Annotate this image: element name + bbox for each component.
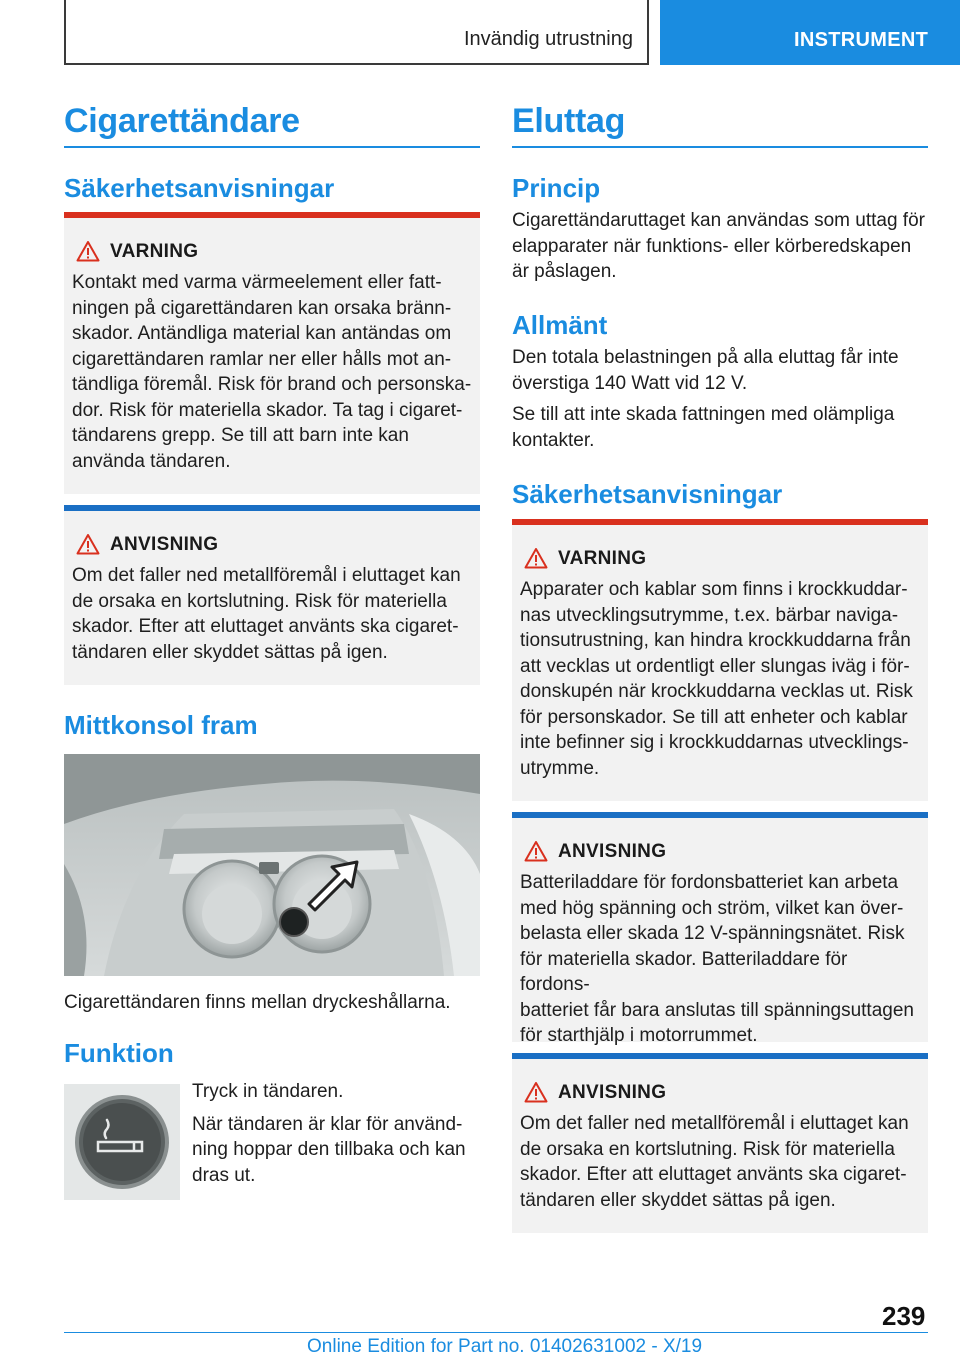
text-line: Den totala belastningen på alla eluttag får inte <box>512 347 899 368</box>
text-line: batteriet får bara anslutas till spänningsuttagen <box>520 999 914 1021</box>
warning-text <box>72 270 472 474</box>
text-line: dor. Risk för materiella skador. Ta tag i cigaret- <box>72 399 463 421</box>
text-line: skador. Efter att eluttaget använts ska cigaret- <box>520 1164 907 1185</box>
notice-box-metal <box>512 1053 928 1233</box>
text-line: tionsutrustning, kan hindra krockkuddarna från <box>520 630 911 651</box>
text-line: Se till att inte skada fattningen med olämpliga <box>512 404 895 425</box>
text-line: med hög spänning och ström, vilket kan över- <box>520 897 904 919</box>
text-line: belasta eller skada 12 V-spänningsnätet. Risk <box>520 923 905 944</box>
header-section-tab <box>64 0 649 65</box>
header-section-label: Invändig utrustning <box>463 28 633 50</box>
text-line: skador. Antändliga material kan antändas om <box>72 323 452 344</box>
center-console-illustration <box>64 754 480 976</box>
footer-edition: Online Edition for Part no. 01402631002 - X/19 <box>307 1336 703 1357</box>
warning-triangle-icon <box>524 1081 548 1103</box>
text-line: Om det faller ned metallföremål i eluttaget kan <box>72 565 461 586</box>
text-line: skador. Efter att eluttaget använts ska cigaret- <box>72 616 459 637</box>
notice-text <box>520 1111 920 1213</box>
notice-bar <box>512 1053 928 1059</box>
photo-caption: Cigarettändaren finns mellan dryckeshållarna. <box>64 992 451 1013</box>
text-line: cigarettändaren ramlar ner eller hålls mot an- <box>72 348 452 370</box>
text-line: tändaren eller skyddet sättas på igen. <box>520 1189 836 1211</box>
text-line: kontakter. <box>512 429 595 451</box>
text-line: Kontakt med varma värmeelement eller fatt- <box>72 272 442 293</box>
text-line: elapparater när funktions- eller körberedskapen <box>512 235 912 257</box>
text-line: för materiella skador. Batteriladdare för fordons- <box>520 948 848 995</box>
text-line: Batteriladdare för fordonsbatteriet kan arbeta <box>520 872 899 893</box>
notice-box <box>64 505 480 685</box>
text-line: för personskador. Se till att enheter och kablar <box>520 706 908 728</box>
notice-label: ANVISNING <box>558 1082 667 1103</box>
function-text <box>192 1079 480 1188</box>
footer-rule <box>64 1332 928 1333</box>
notice-text <box>72 563 472 665</box>
text-line: tändaren eller skyddet sättas på igen. <box>72 641 388 663</box>
text-line: Om det faller ned metallföremål i eluttaget kan <box>520 1113 909 1134</box>
text-line: använda tändaren. <box>72 450 231 472</box>
text-line: tändliga föremål. Risk för brand och personska- <box>72 374 472 395</box>
page-title-power-outlet: Eluttag <box>512 102 626 140</box>
page-title-cigarette-lighter: Cigarettändare <box>64 102 300 140</box>
warning-bar <box>64 212 480 218</box>
text-line: Tryck in tändaren. <box>192 1081 344 1102</box>
notice-bar <box>64 505 480 511</box>
warning-triangle-icon <box>524 547 548 569</box>
warning-box <box>64 212 480 494</box>
text-line: är påslagen. <box>512 261 617 282</box>
text-line: När tändaren är klar för använd- <box>192 1113 463 1135</box>
text-line: de orsaka en kortslutning. Risk för materiella <box>520 1138 895 1160</box>
text-line: ningen på cigarettändaren kan orsaka bränn- <box>72 297 452 319</box>
cigarette-lighter-icon <box>64 1084 180 1200</box>
principle-text <box>512 208 925 285</box>
center-console-photo <box>64 754 480 976</box>
text-line: nas utvecklingsutrymme, t.ex. bärbar naviga- <box>520 604 899 626</box>
notice-label: ANVISNING <box>558 841 667 862</box>
warning-triangle-icon <box>76 240 100 262</box>
notice-bar <box>512 812 928 818</box>
page-number: 239 <box>882 1301 926 1331</box>
text-line: donskupén när krockkuddarna vecklas ut. Risk <box>520 681 913 702</box>
text-line: utrymme. <box>520 757 600 779</box>
text-line: tändarens grepp. Se till att barn inte kan <box>72 425 409 446</box>
warning-bar <box>512 519 928 525</box>
general-text <box>512 345 899 453</box>
function-heading: Funktion <box>64 1038 174 1068</box>
text-line: Cigarettändaruttaget kan användas som uttag för <box>512 210 925 231</box>
warning-triangle-icon <box>76 533 100 555</box>
principle-heading: Princip <box>512 173 601 203</box>
text-line: dras ut. <box>192 1164 256 1186</box>
lighter-button-image <box>64 1084 180 1200</box>
text-line: överstiga 140 Watt vid 12 V. <box>512 372 748 394</box>
notice-label: ANVISNING <box>110 534 219 555</box>
text-line: inte befinner sig i krockkuddarnas utvecklings- <box>520 732 909 753</box>
text-line: för starthjälp i motorrummet. <box>520 1025 758 1046</box>
text-line: de orsaka en kortslutning. Risk för materiella <box>72 590 447 612</box>
text-line: att vecklas ut ordentligt eller slungas iväg i för- <box>520 655 910 677</box>
title-rule <box>64 146 480 148</box>
warning-label: VARNING <box>110 241 199 262</box>
safety-heading: Säkerhetsanvisningar <box>512 479 783 509</box>
console-heading: Mittkonsol fram <box>64 710 258 740</box>
warning-label: VARNING <box>558 548 647 569</box>
text-line: ning hoppar den tillbaka och kan <box>192 1139 466 1160</box>
text-line: Apparater och kablar som finns i krockkuddar- <box>520 579 908 600</box>
title-rule <box>512 146 928 148</box>
header-chapter-tab <box>660 0 960 65</box>
warning-text <box>520 577 920 781</box>
warning-box <box>512 519 928 801</box>
notice-text <box>520 870 920 1049</box>
general-heading: Allmänt <box>512 310 608 340</box>
safety-heading: Säkerhetsanvisningar <box>64 173 335 203</box>
header-chapter-label: INSTRUMENT <box>794 29 929 51</box>
warning-triangle-icon <box>524 840 548 862</box>
notice-box-charger <box>512 812 928 1046</box>
